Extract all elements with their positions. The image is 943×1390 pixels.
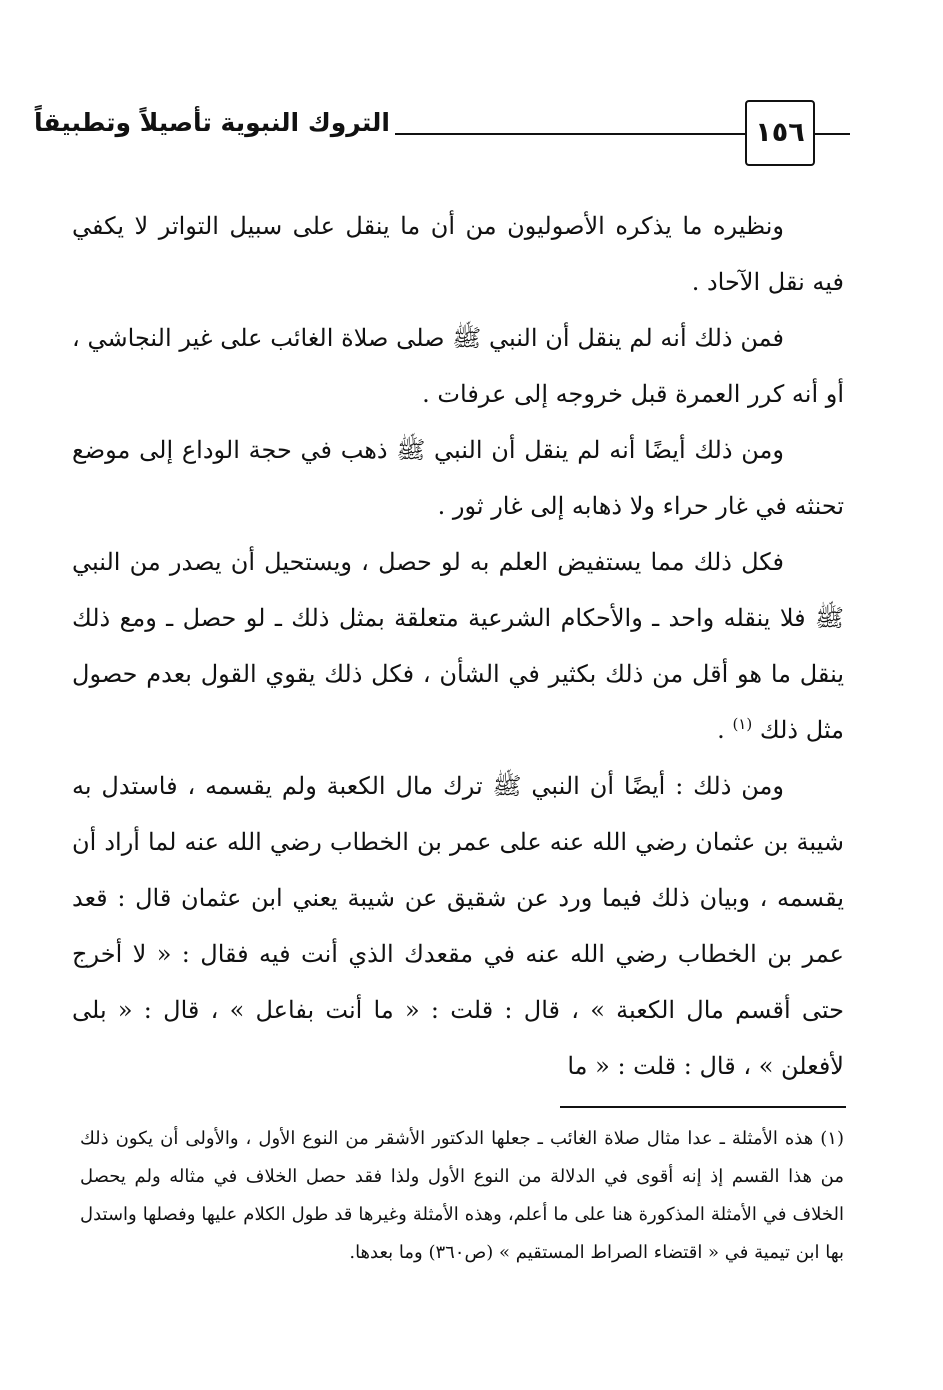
paragraph-3: ومن ذلك أيضًا أنه لم ينقل أن النبي ﷺ ذهب في حجة الوداع إلى موضع تحنثه في غار حراء ولا ذهابه إلى غار ثور .: [72, 436, 844, 520]
paragraph-5: ومن ذلك : أيضًا أن النبي ﷺ ترك مال الكعبة ولم يقسمه ، فاستدل به شيبة بن عثمان رضي الله عنه على عمر بن الخطاب رضي الله عنه لما أراد أن يقسمه ، وبيان ذلك فيما ورد عن شقيق عن شيبة يعني ابن عثمان قال : قعد عمر بن الخطاب رضي الله عنه في مقعدك الذي أنت فيه فقال : « لا أخرج حتى أقسم مال الكعبة » ، قال : قلت : « ما أنت بفاعل » ، قال : « بلى لأفعلن » ، قال : قلت : « ما: [72, 772, 844, 1080]
paragraph-1: ونظيره ما يذكره الأصوليون من أن ما ينقل على سبيل التواتر لا يكفي فيه نقل الآحاد .: [72, 212, 844, 296]
paragraph-4-end: .: [717, 716, 733, 744]
paragraph-4-text: فكل ذلك مما يستفيض العلم به لو حصل ، ويستحيل أن يصدر من النبي ﷺ فلا ينقله واحد ـ والأحكام الشرعية متعلقة بمثل ذلك ـ لو حصل ـ ومع ذلك ينقل ما هو أقل من ذلك بكثير في الشأن ، فكل ذلك يقوي القول بعدم حصول مثل ذلك: [72, 548, 844, 744]
paragraph-2: فمن ذلك أنه لم ينقل أن النبي ﷺ صلى صلاة الغائب على غير النجاشي ، أو أنه كرر العمرة قبل خروجه إلى عرفات .: [72, 324, 844, 408]
page-header: [33, 100, 850, 166]
paragraph-4: [72, 534, 844, 758]
main-text: [72, 198, 844, 1094]
running-title: التروك النبوية تأصيلاً وتطبيقاً: [33, 108, 390, 137]
page-number: ١٥٦: [745, 100, 815, 166]
footnote: (١) هذه الأمثلة ـ عدا مثال صلاة الغائب ـ جعلها الدكتور الأشقر من النوع الأول ، والأولى أن يكون ذلك من هذا القسم إذ إنه أقوى في الدلالة من النوع الأول ولذا فقد حصل الخلاف في مثاله ولم يحصل الخلاف في الأمثلة المذكورة هنا على ما أعلم، وهذه الأمثلة وغيرها قد طول الكلام عليها وفصلها واستدل بها ابن تيمية في « اقتضاء الصراط المستقيم » (ص٣٦٠) وما بعدها.: [80, 1128, 844, 1263]
footnote-separator: [560, 1106, 846, 1108]
footnote-reference[interactable]: (١): [732, 715, 753, 733]
